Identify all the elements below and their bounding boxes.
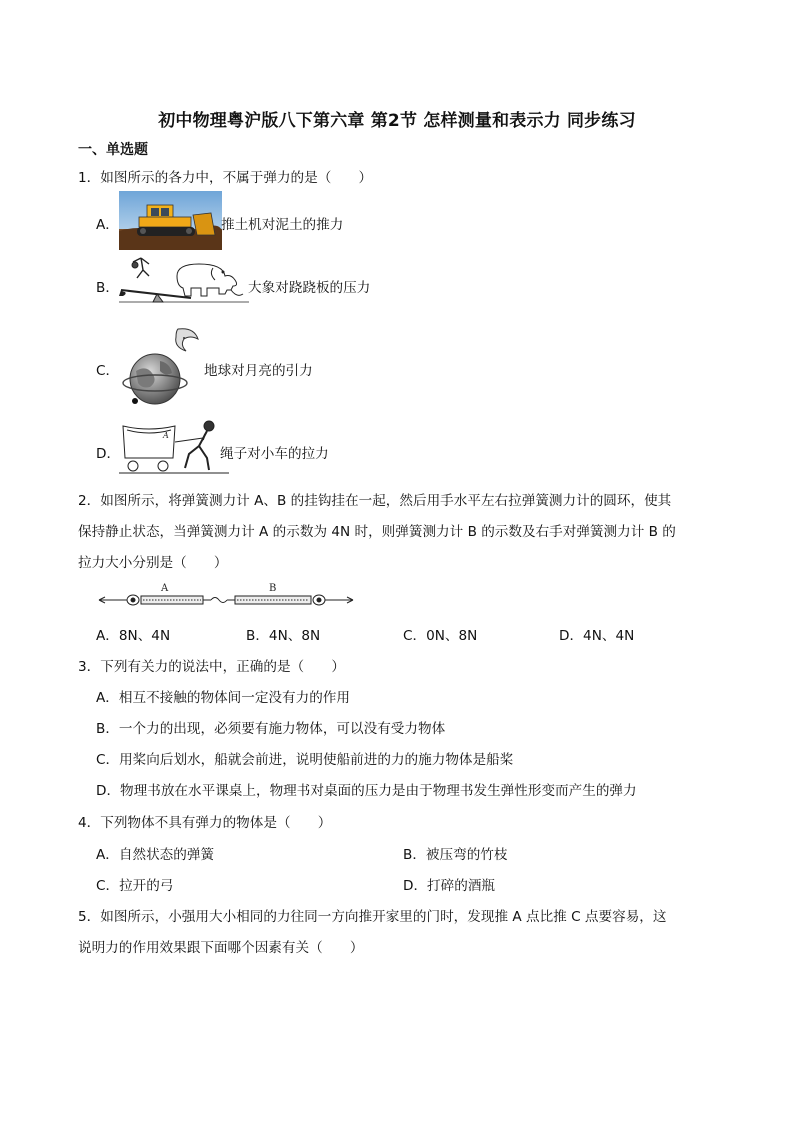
q3-option-a: A．相互不接触的物体间一定没有力的作用 <box>96 690 350 706</box>
q3-option-b: B．一个力的出现，必须要有施力物体，可以没有受力物体 <box>96 721 446 737</box>
cart-puller-picture <box>119 418 229 478</box>
q1-option-a-text: 推土机对泥土的推力 <box>221 217 344 233</box>
q1-option-d-label: D． <box>96 446 121 462</box>
scale-a-label: A <box>161 583 169 594</box>
q2-option-d: D．4N、4N <box>559 628 635 644</box>
q3-option-c: C．用桨向后划水，船就会前进，说明使船前进的力的施力物体是船桨 <box>96 752 514 768</box>
bulldozer-picture <box>119 191 222 250</box>
question-2-stem-line-3: 拉力大小分别是（ ） <box>78 555 228 571</box>
question-1-stem: 1．如图所示的各力中，不属于弹力的是（ ） <box>78 170 373 186</box>
q4-option-a: A．自然状态的弹簧 <box>96 847 215 863</box>
q2-option-b: B．4N、8N <box>246 628 321 644</box>
q3-option-d: D．物理书放在水平课桌上，物理书对桌面的压力是由于物理书发生弹性形变而产生的弹力 <box>96 783 637 799</box>
q1-option-b-label: B． <box>96 280 119 296</box>
question-2-stem-line-1: 2．如图所示，将弹簧测力计 A、B 的挂钩挂在一起，然后用手水平左右拉弹簧测力计的圆环，使其 <box>78 493 672 509</box>
q2-option-a: A．8N、4N <box>96 628 171 644</box>
elephant-seesaw-picture <box>119 256 249 306</box>
question-2-stem-line-2: 保持静止状态，当弹簧测力计 A 的示数为 4N 时，则弹簧测力计 B 的示数及右手对弹簧测力计 B 的 <box>78 524 676 540</box>
q1-option-c-label: C． <box>96 363 120 379</box>
question-4-stem: 4．下列物体不具有弹力的物体是（ ） <box>78 815 332 831</box>
q4-option-d: D．打碎的酒瓶 <box>403 878 496 894</box>
question-5-stem-line-1: 5．如图所示，小强用大小相同的力往同一方向推开家里的门时，发现推 A 点比推 C 点要容易，这 <box>78 909 667 925</box>
earth-moon-picture <box>120 325 202 407</box>
q2-option-c: C．0N、8N <box>403 628 478 644</box>
scale-b-label: B <box>269 583 277 594</box>
q1-option-b-text: 大象对跷跷板的压力 <box>248 280 371 296</box>
q1-option-a-label: A． <box>96 217 119 233</box>
section-heading: 一、单选题 <box>78 142 148 158</box>
q1-option-c-text: 地球对月亮的引力 <box>204 363 313 379</box>
q4-option-b: B．被压弯的竹枝 <box>403 847 508 863</box>
question-5-stem-line-2: 说明力的作用效果跟下面哪个因素有关（ ） <box>78 940 364 956</box>
svg-text:A: A <box>163 431 169 440</box>
question-3-stem: 3．下列有关力的说法中，正确的是（ ） <box>78 659 345 675</box>
spring-scales-figure <box>95 581 357 611</box>
q1-option-d-text: 绳子对小车的拉力 <box>220 446 329 462</box>
q4-option-c: C．拉开的弓 <box>96 878 174 894</box>
page-title: 初中物理粤沪版八下第六章 第2节 怎样测量和表示力 同步练习 <box>158 111 636 131</box>
